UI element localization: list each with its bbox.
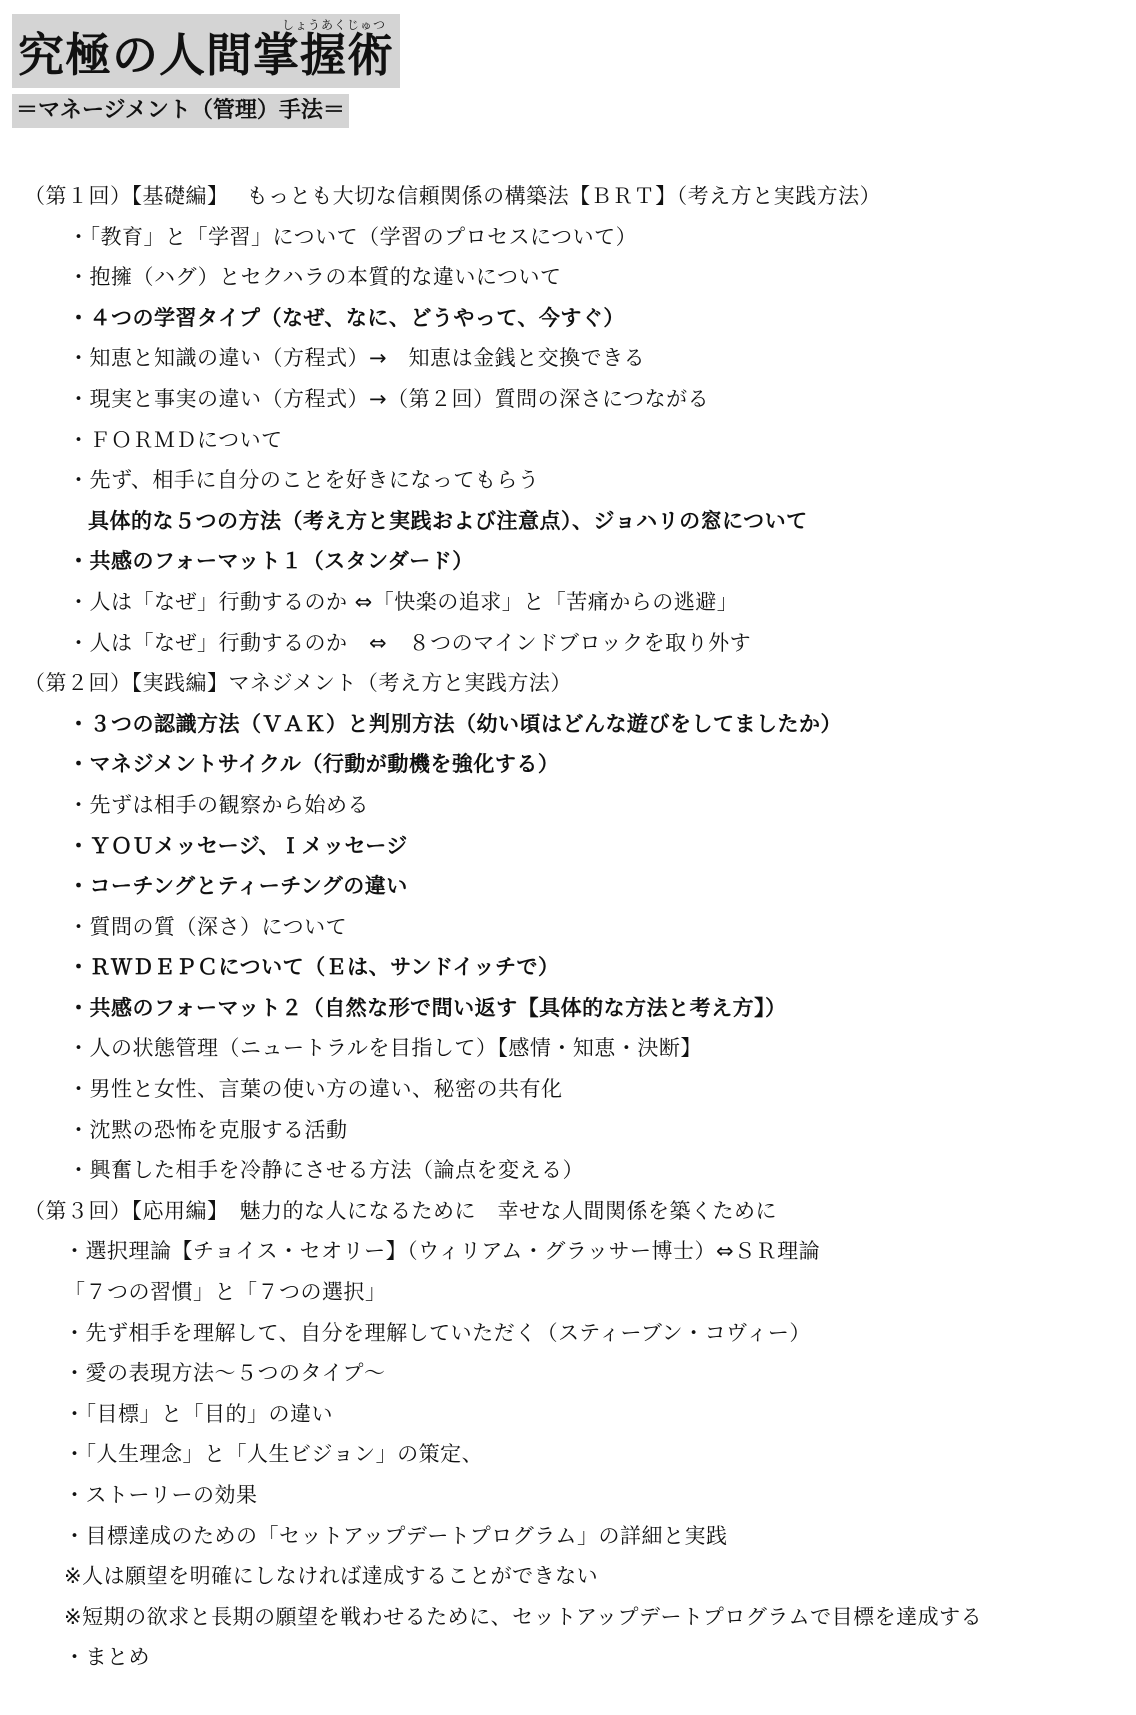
outline-item: ・知恵と知識の違い（方程式）→ 知恵は金銭と交換できる	[68, 346, 646, 371]
session-heading: （第１回）【基礎編】 もっとも大切な信頼関係の構築法【ＢＲＴ】（考え方と実践方法）	[24, 184, 882, 208]
outline-item: ・選択理論【チョイス・セオリー】（ウィリアム・グラッサー博士）⇔ＳＲ理論	[64, 1239, 821, 1264]
outline-item: ・共感のフォーマット２（自然な形で問い返す【具体的な方法と考え方】）	[68, 995, 787, 1020]
outline-item: ・人は「なぜ」行動するのか ⇔ ８つのマインドブロックを取り外す	[68, 630, 752, 655]
outline-list	[0, 176, 1136, 1678]
outline-item: ・目標達成のための「セットアップデートプログラム」の詳細と実践	[64, 1523, 728, 1548]
session-heading: （第３回）【応用編】 魅力的な人になるために 幸せな人間関係を築くために	[24, 1198, 777, 1223]
outline-item: ・先ず、相手に自分のことを好きになってもらう	[68, 468, 540, 493]
outline-item: ・まとめ	[64, 1645, 150, 1670]
outline-item: ・先ずは相手の観察から始める	[68, 792, 369, 817]
outline-item: ・先ず相手を理解して、自分を理解していただく（スティーブン・コヴィー）	[64, 1320, 811, 1345]
title-ruby: しょうあくじゅつ	[281, 18, 386, 32]
session-heading: （第２回）【実践編】マネジメント（考え方と実践方法）	[24, 671, 572, 696]
outline-item: ・「目標」と「目的」の違い	[64, 1401, 333, 1426]
outline-item: ・ＦＯＲＭＤについて	[68, 427, 283, 452]
outline-item: ・愛の表現方法～５つのタイプ～	[64, 1361, 386, 1386]
outline-item: ・人は「なぜ」行動するのか ⇔「快楽の追求」と「苦痛からの逃避」	[68, 589, 739, 614]
outline-item: ※人は願望を明確にしなければ達成することができない	[64, 1564, 599, 1589]
outline-item: ・マネジメントサイクル（行動が動機を強化する）	[68, 752, 560, 777]
outline-item: ・興奮した相手を冷静にさせる方法（論点を変える）	[68, 1158, 584, 1183]
outline-item: ※短期の欲求と長期の願望を戦わせるために、セットアップデートプログラムで目標を達成する	[64, 1604, 983, 1629]
outline-item: ・コーチングとティーチングの違い	[68, 874, 408, 899]
outline-item: ・人の状態管理（ニュートラルを目指して）【感情・知恵・決断】	[68, 1036, 702, 1061]
outline-item: ・４つの学習タイプ（なぜ、なに、どうやって、今すぐ）	[68, 305, 625, 330]
page-subtitle: ＝マネージメント（管理）手法＝	[12, 94, 349, 128]
title-box	[12, 14, 400, 88]
outline-item: ・共感のフォーマット１（スタンダード）	[68, 549, 474, 574]
outline-item: ・「人生理念」と「人生ビジョン」の策定、	[64, 1442, 484, 1467]
outline-item: ・抱擁（ハグ）とセクハラの本質的な違いについて	[68, 265, 562, 290]
outline-item: ・質問の質（深さ）について	[68, 914, 348, 939]
title-block	[12, 14, 400, 128]
outline-item: ・男性と女性、言葉の使い方の違い、秘密の共有化	[68, 1077, 563, 1102]
outline-item: ・「教育」と「学習」について（学習のプロセスについて）	[68, 224, 638, 249]
outline-item: ・ストーリーの効果	[64, 1483, 258, 1507]
outline-item: ・３つの認識方法（ＶＡＫ）と判別方法（幼い頃はどんな遊びをしてましたか）	[68, 711, 842, 736]
outline-item: ・沈黙の恐怖を克服する活動	[68, 1117, 348, 1142]
outline-item: ・現実と事実の違い（方程式）→（第２回）質問の深さにつながる	[68, 386, 710, 411]
outline-item: 「７つの習慣」と「７つの選択」	[64, 1280, 387, 1305]
outline-item: ・ＲＷＤＥＰＣについて（Ｅは、サンドイッチで）	[68, 955, 560, 980]
outline-item: ・ＹＯＵメッセージ、Ｉメッセージ	[68, 833, 408, 858]
outline-item: 具体的な５つの方法（考え方と実践および注意点）、ジョハリの窓について	[88, 508, 808, 533]
page-title: 究極の人間掌握術	[18, 28, 394, 82]
